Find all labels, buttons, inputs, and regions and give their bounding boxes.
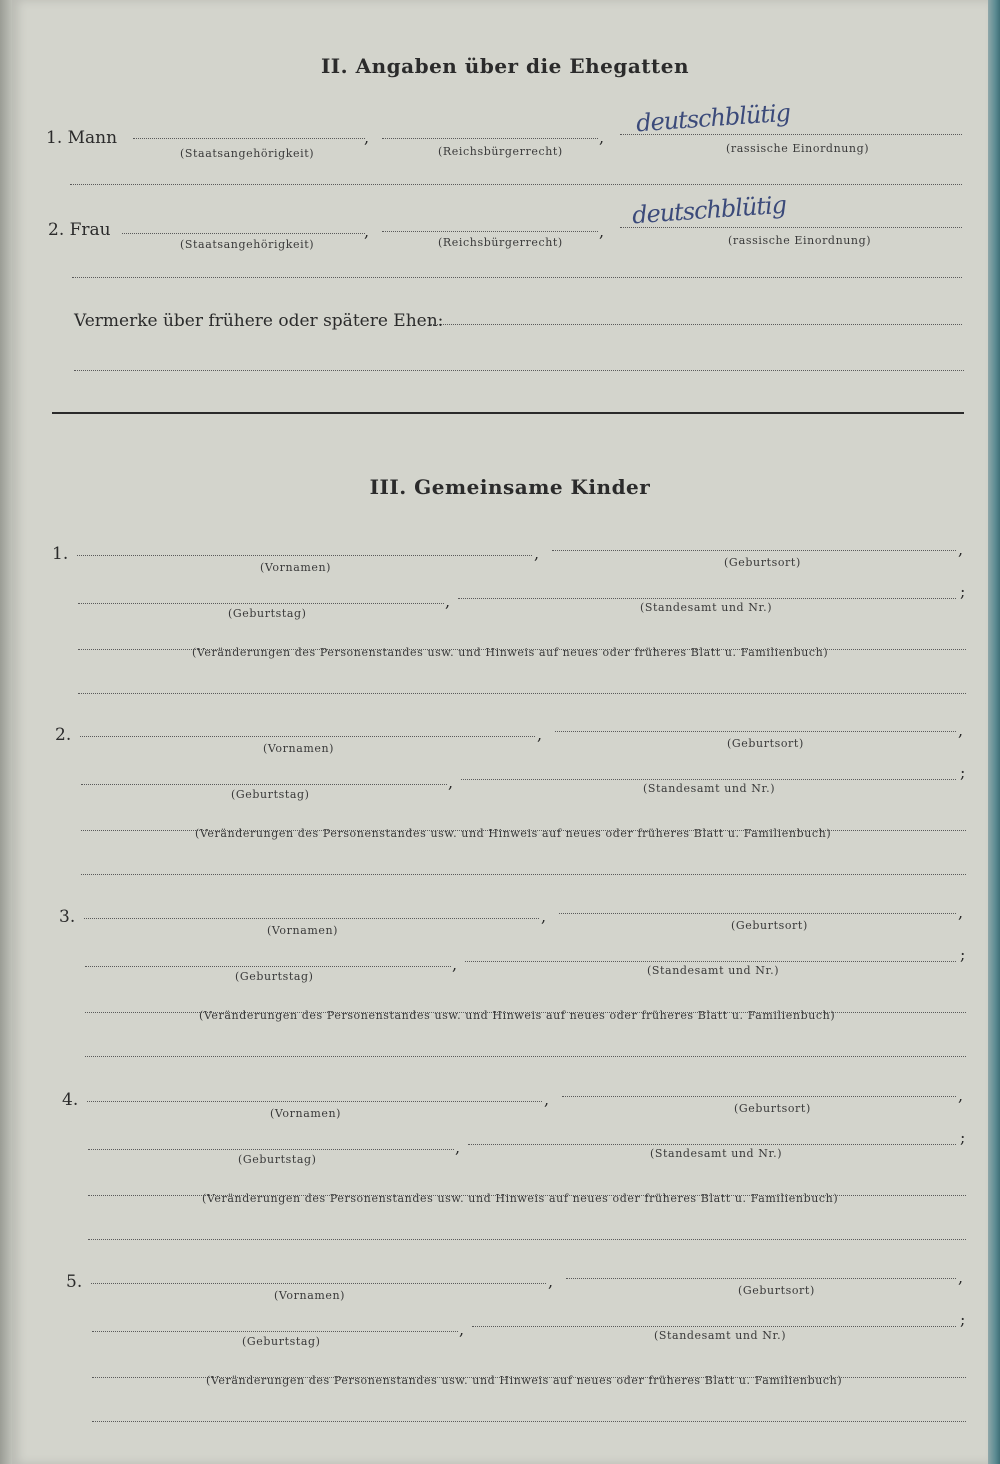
child-changes-caption: (Veränderungen des Personenstandes usw. und Hinweis auf neues oder früheres Blatt u. Familienbuch) <box>202 1192 839 1205</box>
child-number: 2. <box>55 725 72 745</box>
child-given-names-caption: (Vornamen) <box>260 561 332 574</box>
spouse-1-racial-handwriting: deutschblütig <box>635 98 791 138</box>
child-birthplace-caption: (Geburtsort) <box>727 737 804 750</box>
child-given-names-field[interactable] <box>91 1283 546 1284</box>
child-registry-field[interactable] <box>458 598 956 599</box>
child-registry-field[interactable] <box>465 961 956 962</box>
child-birthplace-caption: (Geburtsort) <box>731 919 808 932</box>
child-registry-field[interactable] <box>461 779 956 780</box>
spouse-2-extra-line[interactable] <box>72 277 962 278</box>
comma: , <box>548 1272 554 1291</box>
child-changes-caption: (Veränderungen des Personenstandes usw. und Hinweis auf neues oder früheres Blatt u. Familienbuch) <box>206 1374 843 1387</box>
spouse-2-label: 2. Frau <box>48 220 111 240</box>
child-registry-field[interactable] <box>468 1144 956 1145</box>
remarks-field[interactable] <box>430 324 962 325</box>
remarks-extra-line[interactable] <box>74 370 964 371</box>
spouse-2-citizenship-field[interactable] <box>122 233 365 234</box>
child-extra-line[interactable] <box>81 874 966 875</box>
comma: , <box>455 1138 461 1157</box>
comma: , <box>534 544 540 563</box>
comma: , <box>364 222 370 241</box>
comma: , <box>958 1086 964 1105</box>
child-number: 1. <box>52 544 69 564</box>
child-extra-line[interactable] <box>92 1421 966 1422</box>
semicolon: ; <box>960 1310 966 1329</box>
comma: , <box>958 903 964 922</box>
child-given-names-field[interactable] <box>80 736 535 737</box>
comma: , <box>599 128 605 147</box>
child-number: 5. <box>66 1272 83 1292</box>
child-birthday-caption: (Geburtstag) <box>238 1153 317 1166</box>
child-birthplace-caption: (Geburtsort) <box>724 556 801 569</box>
spouse-1-citizenship-caption: (Staatsangehörigkeit) <box>180 147 315 160</box>
child-birthday-field[interactable] <box>81 784 447 785</box>
child-birthday-caption: (Geburtstag) <box>235 970 314 983</box>
spouse-2-racial-caption: (rassische Einordnung) <box>728 234 872 247</box>
comma: , <box>364 128 370 147</box>
child-given-names-caption: (Vornamen) <box>263 742 335 755</box>
child-registry-caption: (Standesamt und Nr.) <box>643 782 776 795</box>
comma: , <box>599 222 605 241</box>
child-birthplace-field[interactable] <box>559 913 956 914</box>
spouse-1-citizenship-field[interactable] <box>133 138 365 139</box>
binding-edge-left <box>0 0 12 1464</box>
child-number: 3. <box>59 907 76 927</box>
semicolon: ; <box>960 1128 966 1147</box>
child-birthday-field[interactable] <box>85 966 451 967</box>
child-extra-line[interactable] <box>78 693 966 694</box>
section-3-heading: III. Gemeinsame Kinder <box>369 475 651 499</box>
comma: , <box>537 725 543 744</box>
semicolon: ; <box>960 763 966 782</box>
child-given-names-caption: (Vornamen) <box>274 1289 346 1302</box>
child-birthplace-caption: (Geburtsort) <box>734 1102 811 1115</box>
spouse-2-reich-field[interactable] <box>382 231 598 232</box>
child-birthplace-field[interactable] <box>552 550 956 551</box>
child-given-names-field[interactable] <box>87 1101 542 1102</box>
child-changes-caption: (Veränderungen des Personenstandes usw. und Hinweis auf neues oder früheres Blatt u. Familienbuch) <box>199 1009 836 1022</box>
child-birthplace-caption: (Geburtsort) <box>738 1284 815 1297</box>
spouse-1-reich-caption: (Reichsbürgerrecht) <box>438 145 563 158</box>
comma: , <box>445 592 451 611</box>
child-birthday-field[interactable] <box>88 1149 454 1150</box>
spouse-1-extra-line[interactable] <box>70 184 962 185</box>
child-birthplace-field[interactable] <box>566 1278 956 1279</box>
semicolon: ; <box>960 945 966 964</box>
semicolon: ; <box>960 582 966 601</box>
spouse-2-citizenship-caption: (Staatsangehörigkeit) <box>180 238 315 251</box>
child-changes-caption: (Veränderungen des Personenstandes usw. und Hinweis auf neues oder früheres Blatt u. Familienbuch) <box>195 827 832 840</box>
section-2-heading: II. Angaben über die Ehegatten <box>320 54 690 78</box>
child-registry-caption: (Standesamt und Nr.) <box>650 1147 783 1160</box>
child-extra-line[interactable] <box>85 1056 966 1057</box>
spouse-1-reich-field[interactable] <box>382 138 598 139</box>
child-registry-field[interactable] <box>472 1326 956 1327</box>
spouse-2-reich-caption: (Reichsbürgerrecht) <box>438 236 563 249</box>
comma: , <box>459 1320 465 1339</box>
child-changes-caption: (Veränderungen des Personenstandes usw. und Hinweis auf neues oder früheres Blatt u. Familienbuch) <box>192 646 829 659</box>
child-given-names-field[interactable] <box>77 555 532 556</box>
child-birthday-caption: (Geburtstag) <box>242 1335 321 1348</box>
spouse-2-racial-field[interactable] <box>620 227 962 228</box>
comma: , <box>448 773 454 792</box>
child-registry-caption: (Standesamt und Nr.) <box>640 601 773 614</box>
child-birthday-caption: (Geburtstag) <box>231 788 310 801</box>
child-number: 4. <box>62 1090 79 1110</box>
comma: , <box>958 1268 964 1287</box>
spouse-1-label: 1. Mann <box>46 128 118 148</box>
child-birthday-field[interactable] <box>78 603 444 604</box>
form-page <box>12 0 988 1464</box>
spouse-2-racial-handwriting: deutschblütig <box>631 190 787 230</box>
child-given-names-caption: (Vornamen) <box>267 924 339 937</box>
comma: , <box>541 907 547 926</box>
child-birthplace-field[interactable] <box>562 1096 956 1097</box>
page-edge-right <box>988 0 1000 1464</box>
child-extra-line[interactable] <box>88 1239 966 1240</box>
child-given-names-caption: (Vornamen) <box>270 1107 342 1120</box>
comma: , <box>452 955 458 974</box>
comma: , <box>544 1090 550 1109</box>
spouse-1-racial-caption: (rassische Einordnung) <box>726 142 870 155</box>
child-birthday-field[interactable] <box>92 1331 458 1332</box>
child-registry-caption: (Standesamt und Nr.) <box>654 1329 787 1342</box>
comma: , <box>958 721 964 740</box>
section-divider <box>52 412 964 414</box>
child-registry-caption: (Standesamt und Nr.) <box>647 964 780 977</box>
comma: , <box>958 540 964 559</box>
child-birthday-caption: (Geburtstag) <box>228 607 307 620</box>
remarks-label: Vermerke über frühere oder spätere Ehen: <box>74 311 444 331</box>
child-given-names-field[interactable] <box>84 918 539 919</box>
child-birthplace-field[interactable] <box>555 731 956 732</box>
